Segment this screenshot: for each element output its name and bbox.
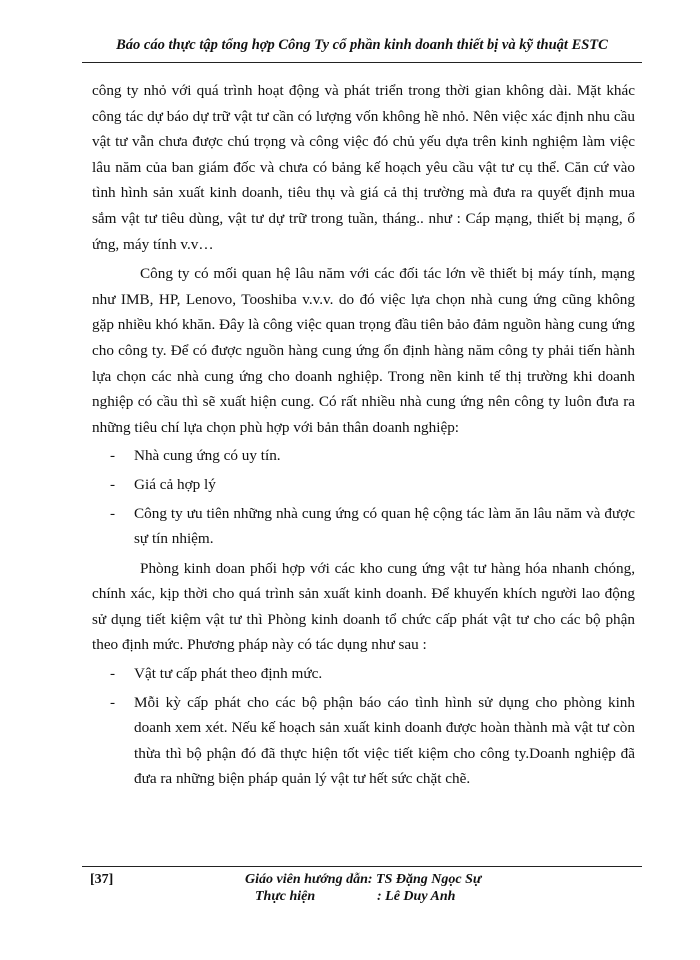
bullet-marker: - xyxy=(110,693,116,711)
list-item-text: Công ty ưu tiên những nhà cung ứng có quan hệ cộng tác làm ăn lâu năm và được sự tín nhiệm. xyxy=(134,504,635,548)
effects-list xyxy=(92,661,635,792)
performer-label: Thực hiện xyxy=(255,889,316,904)
document-body xyxy=(92,78,635,795)
list-item xyxy=(92,690,635,792)
footer-rule xyxy=(82,866,642,867)
bullet-marker: - xyxy=(110,504,116,522)
paragraph-3: Phòng kinh doan phối hợp với các kho cung ứng vật tư hàng hóa nhanh chóng, chính xác, kịp thời cho quá trình sản xuất kinh doanh. Để khuyến khích người lao động sử dụng tiết kiệm vật tư thì Phòng kinh doanh tổ chức cấp phát vật tư cho các bộ phận theo định mức. Phương pháp này có tác dụng như sau : xyxy=(92,559,635,654)
paragraph-1: công ty nhỏ với quá trình hoạt động và phát triển trong thời gian không dài. Mặt khác công tác dự báo dự trữ vật tư cần có lượng vốn không hề nhỏ. Nên việc xác định nhu cầu vật tư vẫn chưa được chú trọng và công việc đó chủ yếu dựa trên kinh nghiệm làm việc lâu năm của ban giám đốc và chưa có bảng kế hoạch yêu cầu vật tư cụ thể. Căn cứ vào tình hình sản xuất kinh doanh, tiêu thụ và giá cả thị trường mà đưa ra quyết định mua sắm vật tư tiêu dùng, vật tư dự trữ trong tuần, tháng.. như : Cáp mạng, thiết bị mạng, ổ ứng, máy tính v.v… xyxy=(92,82,635,253)
header-rule xyxy=(82,62,642,63)
list-item xyxy=(92,443,635,469)
performer-name: : Lê Duy Anh xyxy=(377,889,456,904)
list-item-text: Vật tư cấp phát theo định mức. xyxy=(134,665,323,683)
bullet-marker: - xyxy=(110,475,116,493)
instructor-line: Giáo viên hướng dẫn: TS Đặng Ngọc Sự xyxy=(245,872,482,887)
bullet-marker: - xyxy=(110,447,116,465)
list-item-text: Mỗi kỳ cấp phát cho các bộ phận báo cáo tình hình sử dụng cho phòng kinh doanh xem xét. Nếu kế hoạch sản xuất kinh doanh được hoàn thành mà vật tư còn thừa thì bộ phận đó đã thực hiện tốt việc tiết kiệm cho công ty.Doanh nghiệp đã đưa ra những biện pháp quản lý vật tư hết sức chặt chẽ. xyxy=(134,693,635,788)
list-item-text: Nhà cung ứng có uy tín. xyxy=(134,447,281,465)
list-item xyxy=(92,661,635,687)
page-number: [37] xyxy=(90,872,114,887)
paragraph-2: Công ty có mối quan hệ lâu năm với các đối tác lớn về thiết bị máy tính, mạng như IMB, HP, Lenovo, Tooshiba v.v.v. do đó việc lựa chọn nhà cung ứng cũng không gặp nhiều khó khăn. Đây là công việc quan trọng đầu tiên bảo đảm nguồn hàng cung ứng cho công ty. Để có được nguồn hàng cung ứng ổn định hàng năm công ty phải tiến hành lựa chọn các nhà cung ứng cho doanh nghiệp. Trong nền kinh tế thị trường khi doanh nghiệp có cầu thì sẽ xuất hiện cung. Có rất nhiều nhà cung ứng nên công ty luôn đưa ra những tiêu chí lựa chọn phù hợp với bản thân doanh nghiệp: xyxy=(92,265,635,436)
running-header: Báo cáo thực tập tổng hợp Công Ty cổ phần kinh doanh thiết bị và kỹ thuật ESTC xyxy=(116,37,608,53)
list-item xyxy=(92,472,635,498)
criteria-list xyxy=(92,443,635,551)
bullet-marker: - xyxy=(110,665,116,683)
list-item-text: Giá cả hợp lý xyxy=(134,475,216,493)
list-item xyxy=(92,501,635,552)
